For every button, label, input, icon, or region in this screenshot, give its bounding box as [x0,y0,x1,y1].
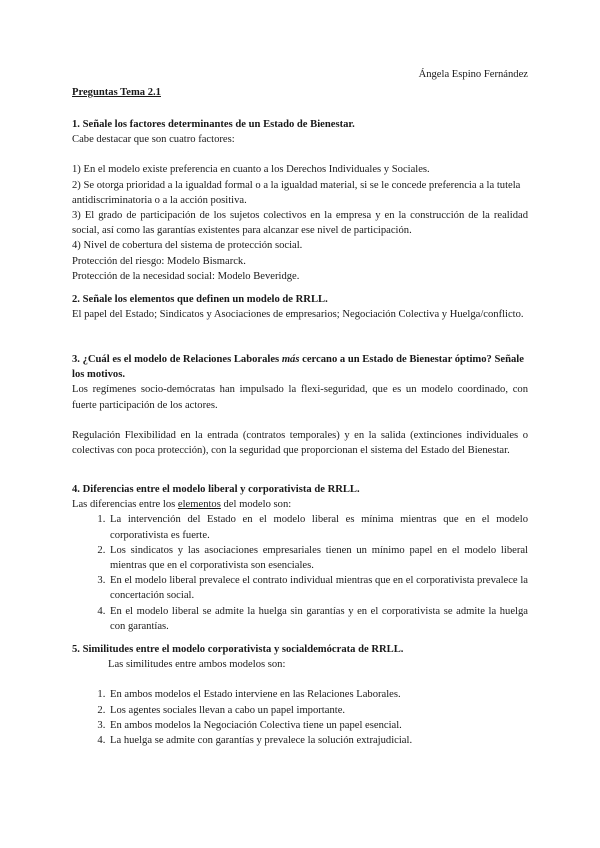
question-1-heading: 1. Señale los factores determinantes de un Estado de Bienestar. [72,119,355,130]
list-item: 1. En ambos modelos el Estado interviene en las Relaciones Laborales. [108,687,528,702]
question-4-heading: 4. Diferencias entre el modelo liberal y corporativista de RRLL. [72,484,360,495]
question-3-heading: 3. ¿Cuál es el modelo de Relaciones Laborales más cercano a un Estado de Bienestar óptimo? Señale los motivos. [72,354,524,381]
question-5-heading: 5. Similitudes entre el modelo corporativista y socialdemócrata de RRLL. [72,644,404,655]
question-2-heading: 2. Señale los elementos que definen un modelo de RRLL. [72,294,328,305]
question-5-intro: Las similitudes entre ambos modelos son: [108,659,286,671]
question-3 [72,352,528,458]
list-item: 4. En el modelo liberal se admite la huelga sin garantías y en el corporativista se admite la huelga con garantías. [108,604,528,634]
question-2 [72,292,528,322]
list-item: 3. En el modelo liberal prevalece el contrato individual mientras que en el corporativista prevalece la concertación social. [108,573,528,603]
list-item: 1. La intervención del Estado en el modelo liberal es mínima mientras que en el modelo corporativista es fuerte. [108,512,528,542]
question-1-intro: Cabe destacar que son cuatro factores: [72,134,235,146]
question-1-item: 2) Se otorga prioridad a la igualdad formal o a la igualdad material, si se le concede preferencia a la tutela antidiscriminatoria o a la acción positiva. [72,179,521,206]
list-item: 3. En ambos modelos la Negociación Colectiva tiene un papel esencial. [108,718,528,733]
question-1-item: 3) El grado de participación de los sujetos colectivos en la empresa y en la construcción de la realidad social, así como las garantías existentes para alcanzar ese nivel de participación. [72,210,528,237]
question-1-item: Protección de la necesidad social: Modelo Beveridge. [72,270,300,282]
question-2-text: El papel del Estado; Sindicatos y Asociaciones de empresarios; Negociación Colectiva y Huelga/conflicto. [72,309,524,321]
question-4-list [72,512,528,634]
spacer [72,147,528,162]
list-item: 2. Los sindicatos y las asociaciones empresariales tienen un mínimo papel en el modelo liberal mientras que en el corporativista son esenciales. [108,543,528,573]
page-title: Preguntas Tema 2.1 [72,87,161,98]
question-5 [72,642,528,748]
question-4-intro: Las diferencias entre los elementos del modelo son: [72,499,292,511]
list-item: 4. La huelga se admite con garantías y prevalece la solución extrajudicial. [108,733,528,748]
spacer [72,672,528,687]
question-3-paragraph: Regulación Flexibilidad en la entrada (contratos temporales) y en la salida (extinciones individuales o colectivas con poca protección), con la seguridad que proporcionan el sistema del Estado del Bienestar. [72,429,528,457]
question-1 [72,117,528,284]
question-1-item: 1) En el modelo existe preferencia en cuanto a los Derechos Individuales y Sociales. [72,164,430,176]
author-name: Ángela Espino Fernández [418,69,528,80]
question-5-list [72,687,528,748]
question-1-item: 4) Nivel de cobertura del sistema de protección social. [72,240,303,252]
spacer [72,413,528,428]
list-item: 2. Los agentes sociales llevan a cabo un papel importante. [108,703,528,718]
question-3-paragraph: Los regímenes socio-demócratas han impulsado la flexi-seguridad, que es un modelo coordinado, con fuerte participación de los actores. [72,384,528,411]
question-1-item: Protección del riesgo: Modelo Bismarck. [72,255,246,267]
question-4 [72,482,528,634]
